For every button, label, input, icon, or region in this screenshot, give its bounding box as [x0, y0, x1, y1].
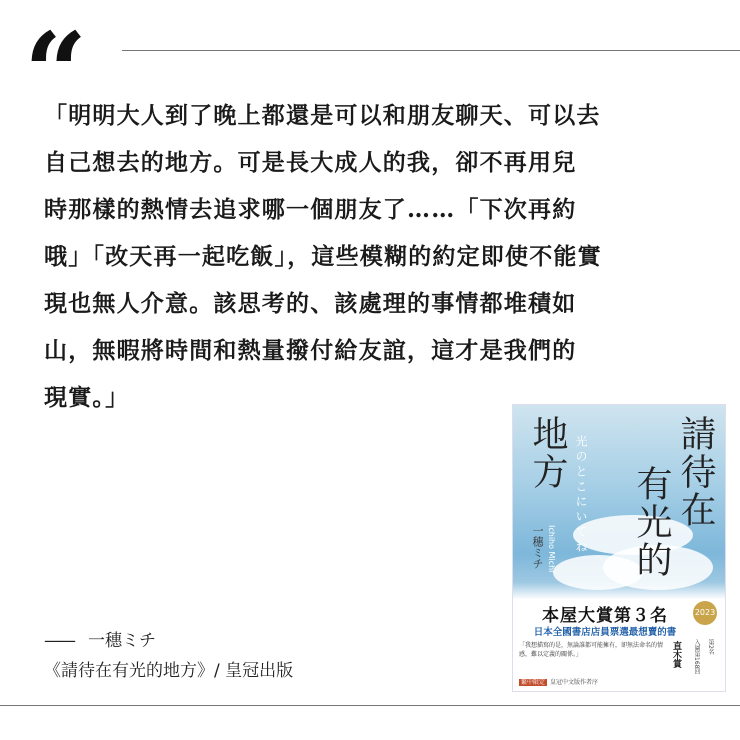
quote-line: 哦」「改天再一起吃飯」，這些模糊的約定即使不能實: [44, 243, 602, 270]
cloud-shape: [553, 555, 643, 590]
quote-line: 現實。」: [44, 384, 130, 411]
book-cover: [512, 404, 726, 692]
quote-line: 「明明大人到了晚上都還是可以和朋友聊天、可以去: [44, 102, 601, 129]
book-publisher: 《請待在有光的地方》/ 皇冠出版: [44, 661, 294, 681]
endorser: 直木賞: [671, 641, 681, 668]
author-name: 一穗ミチ: [88, 631, 156, 651]
bottom-divider: [0, 705, 740, 706]
endorsement: 「我想描寫的是，無論誰都可能擁有，卻無法命名的情感，難以定義的關係。」: [519, 642, 664, 658]
publisher-tag: 繁中限定: [521, 679, 546, 686]
quotation-mark-icon: “: [24, 8, 88, 137]
cover-title-right: 請待在: [675, 415, 716, 529]
quote-line: 現也無人介意。該思考的、該處理的事情都堆積如: [44, 290, 577, 317]
cover-title-left: 地方: [527, 415, 568, 491]
cover-author: 一穗ミチ: [531, 525, 544, 569]
cover-title-middle: 有光的: [631, 465, 672, 579]
top-divider: [122, 50, 740, 51]
publisher-text: 皇冠中文版作者序: [550, 679, 599, 686]
vertical-note: 入圍第168回: [693, 639, 700, 675]
dash: ——: [44, 631, 74, 651]
publisher-line: [519, 677, 598, 686]
quote-text: [44, 92, 684, 421]
award-badge-icon: 2023: [693, 601, 717, 625]
award-line: 本屋大賞第３名: [542, 606, 668, 626]
attribution: [44, 626, 293, 686]
cover-author-roman: Ichiho Michi: [547, 525, 556, 573]
cover-japanese-title: 光のとこにいてね: [574, 435, 588, 555]
quote-line: 時那樣的熱情去追求哪一個朋友了……「下次再約: [44, 196, 577, 223]
author-line: [44, 626, 293, 656]
vertical-note-2: 第2名: [707, 639, 714, 655]
quote-line: 山，無暇將時間和熱量撥付給友誼，這才是我們的: [44, 337, 577, 364]
quote-line: 自己想去的地方。可是長大成人的我，卻不再用兒: [44, 149, 577, 176]
award-subline: 日本全國書店店員票選最想賣的書: [533, 627, 677, 638]
